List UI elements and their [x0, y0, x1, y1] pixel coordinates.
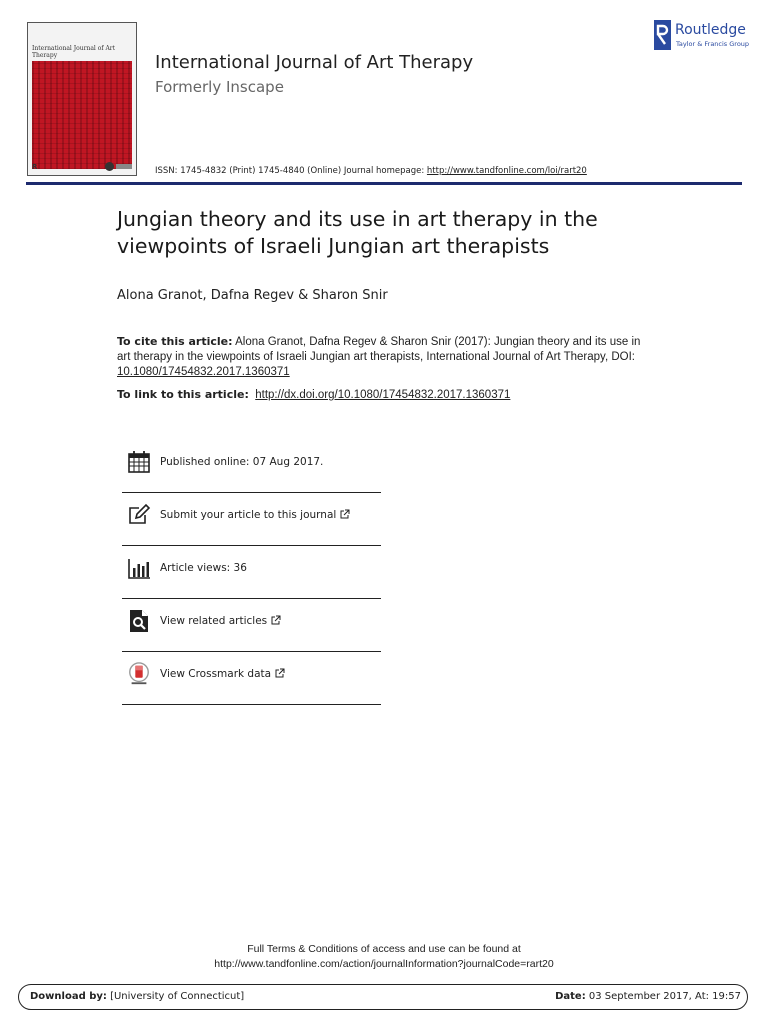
- crossmark-text: [160, 668, 285, 680]
- related-articles-label: View related articles: [160, 615, 268, 627]
- article-link-line: [117, 388, 510, 401]
- cover-title: International Journal of Art Therapy: [32, 45, 116, 59]
- submit-article-item[interactable]: [122, 493, 381, 546]
- article-link-label: To link to this article:: [117, 388, 249, 401]
- publisher-logo: [654, 20, 754, 52]
- published-online-item: [122, 440, 381, 493]
- published-online-label: Published online: 07 Aug 2017.: [160, 456, 324, 468]
- routledge-logo-icon: [654, 20, 672, 50]
- journal-homepage-link[interactable]: http://www.tandfonline.com/loi/rart20: [426, 166, 587, 176]
- crossmark-label: View Crossmark data: [160, 668, 272, 680]
- article-title: Jungian theory and its use in art therapy in the viewpoints of Israeli Jungian art therapists: [117, 207, 598, 258]
- cover-footer: [32, 162, 132, 172]
- download-by-label: Download by:: [30, 991, 107, 1002]
- download-by-value: [University of Connecticut]: [106, 991, 245, 1002]
- external-link-icon: [275, 668, 285, 678]
- cover-routledge-logo-icon: R: [32, 163, 38, 171]
- bar-chart-icon: [127, 556, 151, 580]
- external-link-icon: [340, 509, 350, 519]
- citation-text: Alona Granot, Dafna Regev & Sharon Snir (2017): Jungian theory and its use in art therapy in the viewpoints of Israeli Jungian art therapists, International Journal of Art Therapy, DOI:: [117, 336, 641, 363]
- submit-article-label: Submit your article to this journal: [160, 509, 337, 521]
- citation-label: To cite this article:: [117, 335, 233, 348]
- journal-title: International Journal of Art Therapy: [155, 52, 474, 73]
- terms-line-1: Full Terms & Conditions of access and use can be found at: [247, 943, 521, 955]
- download-date-value: 03 September 2017, At: 19:57: [585, 991, 741, 1002]
- citation-doi-link[interactable]: 10.1080/17454832.2017.1360371: [117, 366, 290, 378]
- cover-society-logo-icon: [105, 162, 114, 171]
- article-views-item: [122, 546, 381, 599]
- publisher-group: Taylor & Francis Group: [676, 40, 750, 48]
- download-footer: [18, 984, 748, 1010]
- document-search-icon: [127, 609, 151, 633]
- download-date-label: Date:: [555, 991, 586, 1002]
- article-views-label: Article views: 36: [160, 562, 247, 574]
- external-link-icon: [271, 615, 281, 625]
- cover-art: [32, 61, 132, 169]
- calendar-icon: [127, 450, 151, 474]
- crossmark-item[interactable]: [122, 652, 381, 705]
- publisher-name: Routledge: [675, 22, 746, 38]
- terms-url[interactable]: http://www.tandfonline.com/action/journalInformation?journalCode=rart20: [214, 958, 554, 970]
- article-authors: Alona Granot, Dafna Regev & Sharon Snir: [117, 288, 388, 303]
- edit-icon: [127, 503, 151, 527]
- journal-cover: [27, 22, 137, 176]
- issn-text: ISSN: 1745-4832 (Print) 1745-4840 (Online) Journal homepage:: [155, 166, 427, 176]
- submit-article-text: [160, 509, 350, 521]
- journal-subtitle: Formerly Inscape: [155, 78, 284, 96]
- related-articles-text: [160, 615, 281, 627]
- citation-block: [117, 334, 657, 380]
- download-date: [555, 991, 741, 1002]
- article-meta-list: [122, 440, 381, 705]
- terms-notice: [0, 942, 768, 972]
- article-doi-url[interactable]: http://dx.doi.org/10.1080/17454832.2017.1360371: [255, 389, 511, 401]
- cover-society-name-icon: [116, 164, 132, 169]
- download-by: [30, 991, 244, 1002]
- crossmark-icon: [127, 662, 151, 686]
- issn-line: [155, 166, 587, 176]
- related-articles-item[interactable]: [122, 599, 381, 652]
- header-rule: [26, 182, 742, 185]
